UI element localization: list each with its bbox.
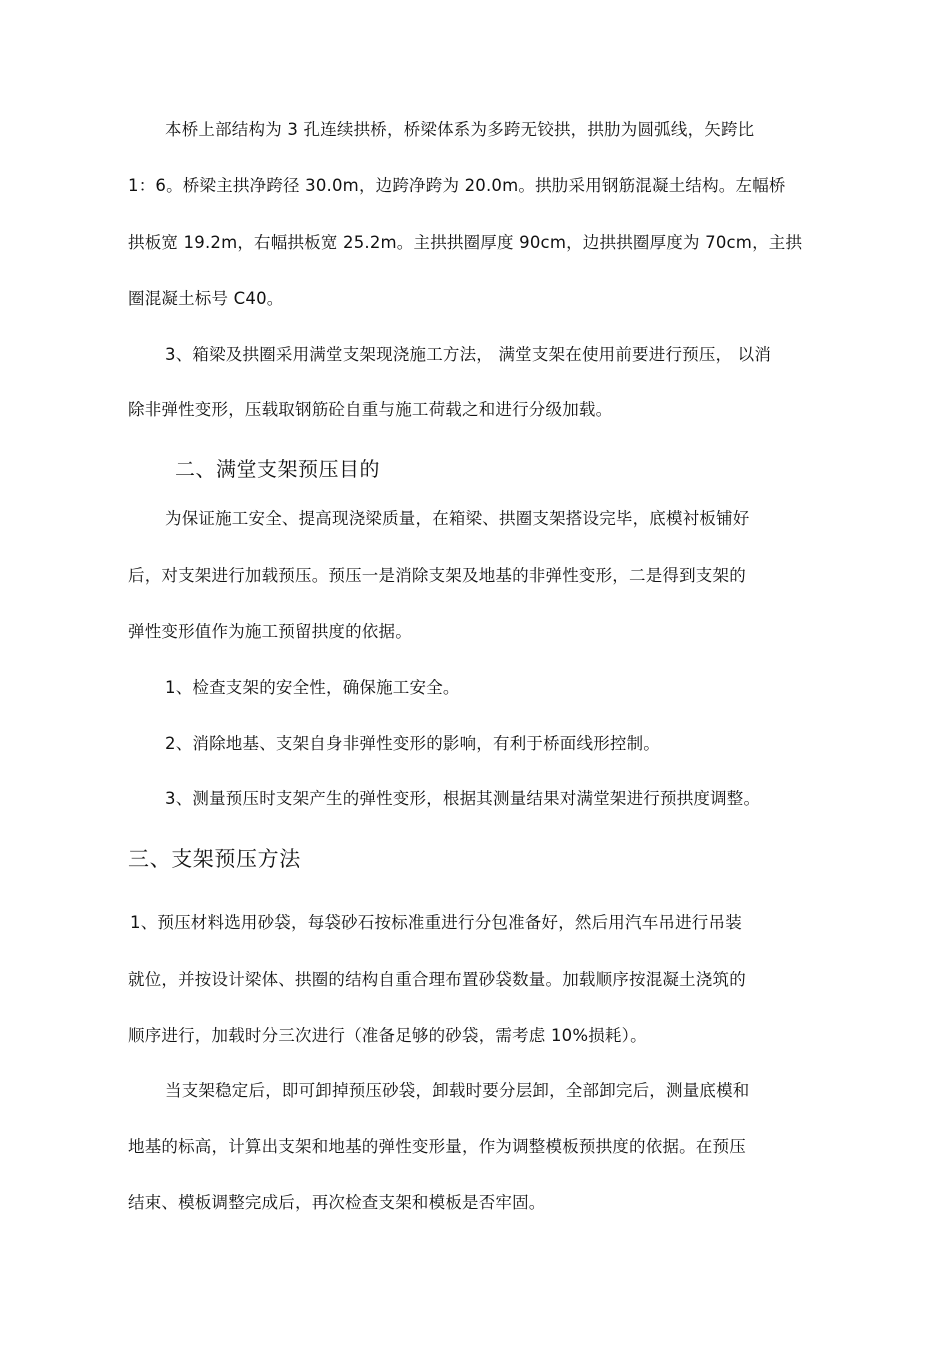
intro-line-2: 1：6。桥梁主拱净跨径 30.0m，边跨净跨为 20.0m。拱肋采用钢筋混凝土结构。左幅桥 xyxy=(128,176,786,195)
section2-item-3: 3、测量预压时支架产生的弹性变形，根据其测量结果对满堂架进行预拱度调整。 xyxy=(165,789,761,808)
section2-para-line-3: 弹性变形值作为施工预留拱度的依据。 xyxy=(128,622,412,641)
section3-para2-line-3: 结束、模板调整完成后，再次检查支架和模板是否牢固。 xyxy=(128,1193,546,1212)
section2-para-line-2: 后，对支架进行加载预压。预压一是消除支架及地基的非弹性变形，二是得到支架的 xyxy=(128,566,746,585)
section2-item-1: 1、检查支架的安全性，确保施工安全。 xyxy=(165,678,460,697)
intro-line-3: 拱板宽 19.2m，右幅拱板宽 25.2m。主拱拱圈厚度 90cm，边拱拱圈厚度为 70cm，主拱 xyxy=(128,233,803,252)
section2-para-line-1: 为保证施工安全、提高现浇梁质量，在箱梁、拱圈支架搭设完毕，底模衬板铺好 xyxy=(165,509,750,528)
intro-line-1: 本桥上部结构为 3 孔连续拱桥，桥梁体系为多跨无铰拱，拱肋为圆弧线，矢跨比 xyxy=(165,120,755,139)
section3-para2-line-2: 地基的标高，计算出支架和地基的弹性变形量，作为调整模板预拱度的依据。在预压 xyxy=(128,1137,746,1156)
section2-heading: 二、满堂支架预压目的 xyxy=(175,457,380,481)
section3-heading: 三、支架预压方法 xyxy=(128,847,301,871)
section3-para1-line-1: 1、预压材料选用砂袋，每袋砂石按标准重进行分包准备好，然后用汽车吊进行吊装 xyxy=(130,913,742,932)
item3-line-2: 除非弹性变形，压载取钢筋砼自重与施工荷载之和进行分级加载。 xyxy=(128,400,613,419)
section2-item-2: 2、消除地基、支架自身非弹性变形的影响，有利于桥面线形控制。 xyxy=(165,734,660,753)
item3-line-1: 3、箱梁及拱圈采用满堂支架现浇施工方法， 满堂支架在使用前要进行预压， 以消 xyxy=(165,345,772,364)
section3-para1-line-2: 就位，并按设计梁体、拱圈的结构自重合理布置砂袋数量。加载顺序按混凝土浇筑的 xyxy=(128,970,746,989)
section3-para2-line-1: 当支架稳定后，即可卸掉预压砂袋，卸载时要分层卸，全部卸完后，测量底模和 xyxy=(165,1081,750,1100)
section3-para1-line-3: 顺序进行，加载时分三次进行（准备足够的砂袋，需考虑 10%损耗）。 xyxy=(128,1026,647,1045)
intro-line-4: 圈混凝土标号 C40。 xyxy=(128,289,284,308)
